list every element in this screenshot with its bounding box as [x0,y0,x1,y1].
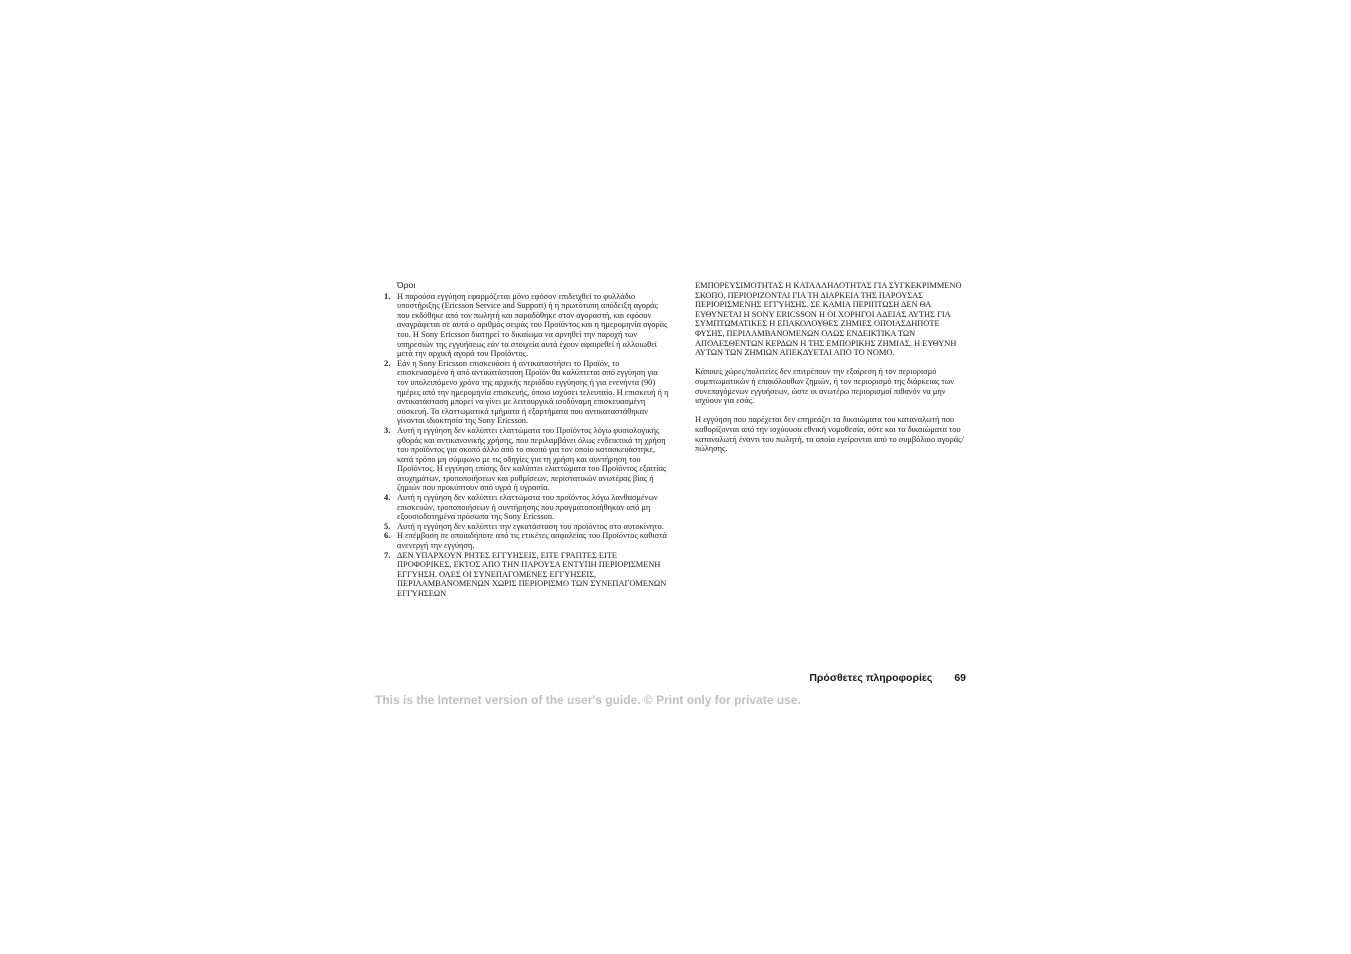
term-text: ΔΕΝ ΥΠΑΡΧΟΥΝ ΡΗΤΕΣ ΕΓΓΥΗΣΕΙΣ, ΕΙΤΕ ΓΡΑΠΤΕΣ ΕΙΤΕ ΠΡΟΦΟΡΙΚΕΣ, ΕΚΤΟΣ ΑΠΟ ΤΗΝ ΠΑΡΟΥΣΑ ΕΝΤΥΠΗ ΠΕΡΙΟΡΙΣΜΕΝΗ ΕΓΓΥΗΣΗ. ΟΛΕΣ ΟΙ ΣΥΝΕΠΑΓΟΜΕΝΕΣ ΕΓΓΥΗΣΕΙΣ, ΠΕΡΙΛΑΜΒΑΝΟΜΕΝΩΝ ΧΩΡΙΣ ΠΕΡΙΟΡΙΣΜΟ ΤΩΝ ΣΥΝΕΠΑΓΟΜΕΝΩΝ ΕΓΓΥΗΣΕΩΝ [397,550,667,598]
term-text: Η παρούσα εγγύηση εφαρμόζεται μόνο εφόσον επιδειχθεί το φυλλάδιο υποστήριξης (Ericsson Service and Support) ή η πρωτότυπη απόδειξη αγοράς που εκδόθηκε από τον πωλητή και παραδόθηκε στον αγοραστή, και εφόσον αναγράφεται σε αυτά ο αριθμός σειράς του Προϊόντος και η ημερομηνία αγοράς του. Η Sony Ericsson διατηρεί το δικαίωμα να αρνηθεί την παροχή των υπηρεσιών της εγγυήσεως εάν τα στοιχεία αυτά έχουν αφαιρεθεί ή αλλοιωθεί μετά την αρχική αγορά του Προϊόντος. [397,291,668,359]
paragraph: ΕΜΠΟΡΕΥΣΙΜΟΤΗΤΑΣ Η ΚΑΤΑΛΛΗΛΟΤΗΤΑΣ ΓΙΑ ΣΥΓΚΕΚΡΙΜΜΕΝΟ ΣΚΟΠΟ, ΠΕΡΙΟΡΙΖΟΝΤΑΙ ΓΙΑ ΤΗ ΔΙΑΡΚΕΙΑ ΤΗΣ ΠΑΡΟΥΣΑΣ ΠΕΡΙΟΡΙΣΜΕΝΗΣ ΕΓΓΥΗΣΗΣ. ΣΕ ΚΑΜΙΑ ΠΕΡΙΠΤΩΣΗ ΔΕΝ ΘΑ ΕΥΘΥΝΕΤΑΙ Η SONY ERICSSON Η ΟΙ ΧΟΡΗΓΟΙ ΑΔΕΙΑΣ ΑΥΤΗΣ ΓΙΑ ΣΥΜΠΤΩΜΑΤΙΚΕΣ Η ΕΠΑΚΟΛΟΥΘΕΣ ΖΗΜΙΕΣ ΟΠΟΙΑΣΔΗΠΟΤΕ ΦΥΣΗΣ, ΠΕΡΙΛΑΜΒΑΝΟΜΕΝΩΝ ΟΛΩΣ ΕΝΔΕΙΚΤΙΚΑ ΤΩΝ ΑΠΟΛΕΣΘΕΝΤΩΝ ΚΕΡΔΩΝ Η ΤΗΣ ΕΜΠΟΡΙΚΗΣ ΖΗΜΙΑΣ. Η ΕΥΘΥΝΗ ΑΥΤΩΝ ΤΩΝ ΖΗΜΙΩΝ ΑΠΕΚΔΥΕΤΑΙ ΑΠΟ ΤΟ ΝΟΜΟ. [695,281,962,358]
term-item [384,359,670,426]
term-text: Αυτή η εγγύηση δεν καλύπτει την εγκατάσταση του προϊόντος στο αυτοκίνητο. [397,521,664,531]
term-item [384,522,670,532]
term-item [384,292,670,359]
term-number: 1. [384,291,391,301]
term-text: Αυτή η εγγύηση δεν καλύπτει ελαττώματα του προϊόντος λόγω λανθασμένων επισκευών, τροποποιήσεων ή συντήρησης που πραγματοποιήθηκαν από μη εξουσιοδοτημένα πρόσωπα της Sony Ericsson. [397,493,658,522]
term-number: 4. [384,493,391,503]
page-number: 69 [954,672,966,684]
term-number: 6. [384,531,391,541]
right-column [695,281,970,463]
term-number: 3. [384,425,391,435]
term-text: Αυτή η εγγύηση δεν καλύπτει ελαττώματα του Προϊόντος λόγω φυσιολογικής φθοράς και αντικανονικής χρήσης, που περιλαμβάνει όλως ενδεικτικά τη χρήση του προϊόντος για σκοπό άλλο από το σκοπό για τον οποίο κατασκευάστηκε, κατά τρόπο μη σύμφωνο με τις οδηγίες για τη χρήση και συντήρηση του Προϊόντος. Η εγγύηση επίσης δεν καλύπτει ελαττώματα του Προϊόντος εξαιτίας ατυχημάτων, τροποποιήσεων και ρυθμίσεων, περιστατικών ανωτέρας βίας ή ζημιών που προκύπτουν από υγρά ή υγρασία. [397,425,667,493]
paragraph: Η εγγύηση που παρέχεται δεν επηρεάζει τα δικαιώματα του καταναλωτή που καθορίζονται από την ισχύουσα εθνική νομοθεσία, ούτε και τα δικαιώματα του καταναλωτή έναντι του πωλητή, τα οποία εγείρονται από το συμβόλαιο αγοράς/πώλησης. [695,415,964,454]
term-text: Εάν η Sony Ericsson επισκευάσει ή αντικαταστήσει το Προϊόν, το επισκευασμένο ή από αντικατάσταση Προϊόν θα καλύπτεται από εγγύηση για τον υπολειπόμενο χρόνο της αρχικής περιόδου εγγύησης ή για ενενήντα (90) ημέρες από την ημερομηνία επισκευής, όποιο ισχύσει τελευταίο. Η επισκευή ή η αντικατάσταση μπορεί να γίνει με λειτουργικά ισοδύναμη επισκευασμένη συσκευή. Τα ελαττωματικά τμήματα ή εξαρτήματα που αντικαταστάθηκαν γίνονται ιδιοκτησία της Sony Ericsson. [397,358,669,426]
term-text: Η επέμβαση σε οποιαδήποτε από τις ετικέτες ασφαλείας του Προϊόντος καθιστά ανενεργή την εγγύηση. [397,531,667,551]
section-heading: Όροι [397,280,416,290]
term-item [384,426,670,493]
paragraph: Κάποιες χώρες/πολιτείες δεν επιτρέπουν την εξαίρεση ή τον περιορισμό συμπτωματικών ή επακόλουθων ζημιών, ή τον περιορισμό της διάρκειας των συνεπαγόμενων εγγυήσεων, ώστε οι ανωτέρω περιορισμοί πιθανόν να μην ισχύουν για εσάς. [695,367,955,406]
watermark-notice: This is the Internet version of the user's guide. © Print only for private use. [375,693,801,707]
left-column [384,281,670,599]
terms-list [384,292,670,599]
page-footer [780,672,966,684]
term-item [384,531,670,550]
term-item [384,493,670,522]
term-number: 2. [384,358,391,368]
footer-section-title: Πρόσθετες πληροφορίες [809,672,933,684]
term-number: 7. [384,550,391,560]
term-item [384,551,670,599]
term-number: 5. [384,521,391,531]
